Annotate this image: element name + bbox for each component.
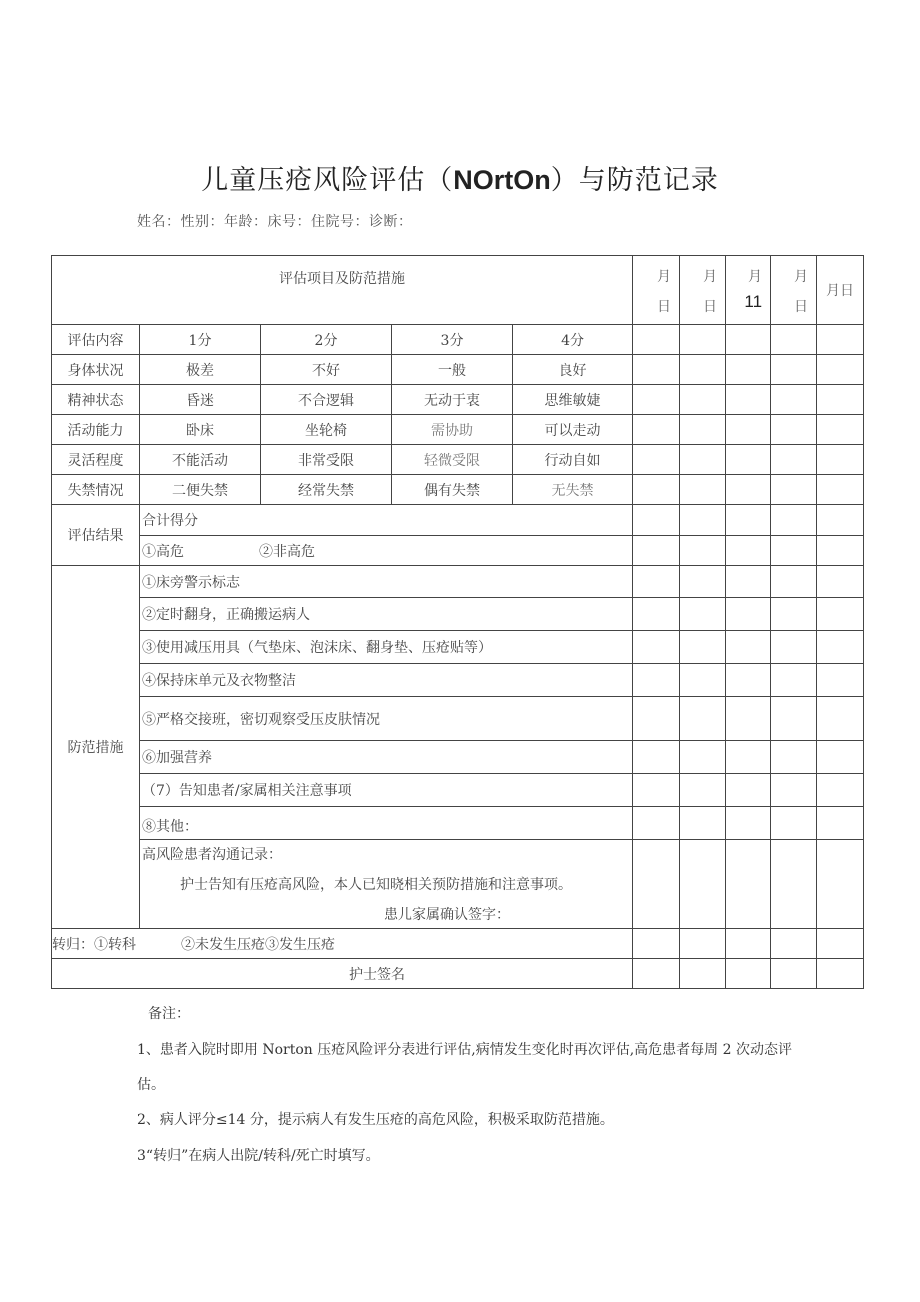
entry-cell[interactable] xyxy=(817,807,864,840)
result-risk-row xyxy=(52,536,864,566)
signature-cell[interactable] xyxy=(817,959,864,989)
entry-cell[interactable] xyxy=(726,445,771,475)
score-option: 经常失禁 xyxy=(261,475,392,505)
measure-item: ⑥加强营养 xyxy=(140,741,633,774)
entry-cell[interactable] xyxy=(726,385,771,415)
outcome-ulcer: ③发生压疮 xyxy=(265,936,335,953)
entry-cell[interactable] xyxy=(817,774,864,807)
entry-cell[interactable] xyxy=(633,445,680,475)
score-1-header: 1分 xyxy=(140,325,261,355)
score-option: 不好 xyxy=(261,355,392,385)
item-header xyxy=(52,256,633,325)
signature-cell[interactable] xyxy=(633,959,680,989)
entry-cell[interactable] xyxy=(817,697,864,741)
entry-cell[interactable] xyxy=(771,929,817,959)
measure-row xyxy=(52,697,864,741)
entry-cell[interactable] xyxy=(771,505,817,536)
entry-cell[interactable] xyxy=(726,325,771,355)
measure-item: ⑧其他： xyxy=(140,807,633,840)
measure-row xyxy=(52,774,864,807)
entry-cell[interactable] xyxy=(726,536,771,566)
score-option: 需协助 xyxy=(392,415,513,445)
entry-cell[interactable] xyxy=(726,774,771,807)
entry-cell[interactable] xyxy=(633,505,680,536)
total-score-label: 合计得分 xyxy=(140,505,633,536)
entry-cell[interactable] xyxy=(680,664,726,697)
entry-cell[interactable] xyxy=(680,536,726,566)
date-col-2[interactable]: 月 日 xyxy=(680,256,726,325)
measures-label: 防范措施 xyxy=(52,566,140,929)
entry-cell[interactable] xyxy=(726,929,771,959)
entry-cell[interactable] xyxy=(771,631,817,664)
measure-item: ④保持床单元及衣物整洁 xyxy=(140,664,633,697)
score-option: 偶有失禁 xyxy=(392,475,513,505)
note-1: 1、患者入院时即用 Norton 压疮风险评分表进行评估,病情发生变化时再次评估,高危患者每周 2 次动态评 xyxy=(137,1042,792,1058)
entry-cell[interactable] xyxy=(680,385,726,415)
entry-cell[interactable] xyxy=(726,475,771,505)
measure-item: ②定时翻身，正确搬运病人 xyxy=(140,598,633,631)
non-high-risk-option: ②非高危 xyxy=(259,543,315,560)
result-label: 评估结果 xyxy=(52,505,140,566)
outcome-row xyxy=(52,929,864,959)
entry-cell[interactable] xyxy=(817,475,864,505)
scoring-row-activity xyxy=(52,415,864,445)
date-col-5[interactable]: 月日 xyxy=(817,256,864,325)
entry-cell[interactable] xyxy=(771,664,817,697)
scoring-row-incontinence xyxy=(52,475,864,505)
family-signature-label: 患儿家属确认签字： xyxy=(384,907,510,923)
entry-cell[interactable] xyxy=(817,631,864,664)
score-option: 坐轮椅 xyxy=(261,415,392,445)
entry-cell[interactable] xyxy=(817,445,864,475)
entry-cell[interactable] xyxy=(771,325,817,355)
communication-statement: 护士告知有压疮高风险，本人已知晓相关预防措施和注意事项。 xyxy=(180,877,572,893)
nurse-signature-label: 护士签名 xyxy=(52,959,633,989)
outcome-no-ulcer: ②未发生压疮 xyxy=(181,936,265,953)
entry-cell[interactable] xyxy=(771,385,817,415)
norton-form-table xyxy=(51,255,864,989)
entry-cell[interactable] xyxy=(633,774,680,807)
entry-cell[interactable] xyxy=(633,598,680,631)
entry-cell[interactable] xyxy=(633,566,680,598)
score-2-header: 2分 xyxy=(261,325,392,355)
entry-cell[interactable] xyxy=(680,741,726,774)
entry-cell[interactable] xyxy=(633,697,680,741)
score-option: 良好 xyxy=(513,355,633,385)
score-option: 非常受限 xyxy=(261,445,392,475)
outcome-transfer: ①转科 xyxy=(94,936,136,953)
entry-cell[interactable] xyxy=(680,325,726,355)
entry-cell[interactable] xyxy=(680,631,726,664)
scoring-row-mobility xyxy=(52,445,864,475)
score-option: 二便失禁 xyxy=(140,475,261,505)
entry-cell[interactable] xyxy=(680,929,726,959)
entry-cell[interactable] xyxy=(726,697,771,741)
entry-cell[interactable] xyxy=(633,807,680,840)
signature-cell[interactable] xyxy=(726,959,771,989)
entry-cell[interactable] xyxy=(771,741,817,774)
note-1-continued: 估。 xyxy=(137,1077,165,1093)
entry-cell[interactable] xyxy=(633,415,680,445)
high-risk-option: ①高危 xyxy=(142,543,184,560)
entry-cell[interactable] xyxy=(771,840,817,929)
row-label: 活动能力 xyxy=(52,415,140,445)
score-option: 可以走动 xyxy=(513,415,633,445)
measure-row xyxy=(52,566,864,598)
entry-cell[interactable] xyxy=(771,566,817,598)
notes-heading: 备注： xyxy=(148,1006,190,1022)
entry-cell[interactable] xyxy=(771,445,817,475)
signature-cell[interactable] xyxy=(771,959,817,989)
entry-cell[interactable] xyxy=(726,631,771,664)
measure-item: ①床旁警示标志 xyxy=(140,566,633,598)
patient-info: 姓名：性别：年龄：床号：住院号：诊断： xyxy=(137,214,413,230)
score-option: 极差 xyxy=(140,355,261,385)
measure-row xyxy=(52,631,864,664)
entry-cell[interactable] xyxy=(817,355,864,385)
outcome-label: 转归： xyxy=(52,936,94,953)
outcome xyxy=(52,929,633,959)
header-row xyxy=(52,256,864,325)
assessment-content-label: 评估内容 xyxy=(52,325,140,355)
row-label: 精神状态 xyxy=(52,385,140,415)
measure-item: ③使用减压用具（气垫床、泡沫床、翻身垫、压疮贴等） xyxy=(140,631,633,664)
scoring-row-physical xyxy=(52,355,864,385)
entry-cell[interactable] xyxy=(680,355,726,385)
score-option: 无动于衷 xyxy=(392,385,513,415)
entry-cell[interactable] xyxy=(680,697,726,741)
entry-cell[interactable] xyxy=(680,598,726,631)
entry-cell[interactable] xyxy=(771,475,817,505)
entry-cell[interactable] xyxy=(726,664,771,697)
communication-heading: 高风险患者沟通记录： xyxy=(142,847,282,863)
note-3: 3“转归”在病人出院/转科/死亡时填写。 xyxy=(137,1148,380,1164)
entry-cell[interactable] xyxy=(726,355,771,385)
score-option: 一般 xyxy=(392,355,513,385)
entry-cell[interactable] xyxy=(633,325,680,355)
page-title: 儿童压疮风险评估（NOrtOn）与防范记录 xyxy=(201,165,719,196)
entry-cell[interactable] xyxy=(726,807,771,840)
entry-cell[interactable] xyxy=(817,741,864,774)
communication-record xyxy=(140,840,633,929)
date-col-1[interactable]: 月 日 xyxy=(633,256,680,325)
note-2: 2、病人评分≤14 分，提示病人有发生压疮的高危风险，积极采取防范措施。 xyxy=(137,1112,614,1128)
entry-cell[interactable] xyxy=(726,741,771,774)
row-label: 身体状况 xyxy=(52,355,140,385)
entry-cell[interactable] xyxy=(680,415,726,445)
measure-row xyxy=(52,598,864,631)
score-3-header: 3分 xyxy=(392,325,513,355)
entry-cell[interactable] xyxy=(633,631,680,664)
row-label: 灵活程度 xyxy=(52,445,140,475)
measure-item: ⑤严格交接班，密切观察受压皮肤情况 xyxy=(140,697,633,741)
score-option: 不能活动 xyxy=(140,445,261,475)
entry-cell[interactable] xyxy=(817,536,864,566)
entry-cell[interactable] xyxy=(680,840,726,929)
measure-row xyxy=(52,807,864,840)
entry-cell[interactable] xyxy=(633,385,680,415)
entry-cell[interactable] xyxy=(817,598,864,631)
entry-cell[interactable] xyxy=(817,840,864,929)
entry-cell[interactable] xyxy=(726,415,771,445)
entry-cell[interactable] xyxy=(680,505,726,536)
score-option: 卧床 xyxy=(140,415,261,445)
entry-cell[interactable] xyxy=(680,774,726,807)
date-col-4[interactable]: 月 日 xyxy=(771,256,817,325)
entry-cell[interactable] xyxy=(817,325,864,355)
entry-cell[interactable] xyxy=(726,505,771,536)
entry-cell[interactable] xyxy=(633,475,680,505)
entry-cell[interactable] xyxy=(633,741,680,774)
entry-cell[interactable] xyxy=(726,840,771,929)
nurse-signature-row xyxy=(52,959,864,989)
score-option: 思维敏婕 xyxy=(513,385,633,415)
entry-cell[interactable] xyxy=(680,566,726,598)
entry-cell[interactable] xyxy=(771,697,817,741)
entry-cell[interactable] xyxy=(680,475,726,505)
result-total-row xyxy=(52,505,864,536)
entry-cell[interactable] xyxy=(771,355,817,385)
score-option: 不合逻辑 xyxy=(261,385,392,415)
communication-row xyxy=(52,840,864,929)
score-option: 无失禁 xyxy=(513,475,633,505)
entry-cell[interactable] xyxy=(817,415,864,445)
entry-cell[interactable] xyxy=(680,807,726,840)
entry-cell[interactable] xyxy=(817,929,864,959)
measure-row xyxy=(52,741,864,774)
score-option: 行动自如 xyxy=(513,445,633,475)
entry-cell[interactable] xyxy=(771,807,817,840)
entry-cell[interactable] xyxy=(633,355,680,385)
entry-cell[interactable] xyxy=(817,664,864,697)
date-col-3[interactable]: 月 11 xyxy=(726,256,771,325)
entry-cell[interactable] xyxy=(817,505,864,536)
entry-cell[interactable] xyxy=(633,536,680,566)
entry-cell[interactable] xyxy=(680,445,726,475)
measure-item: （7）告知患者/家属相关注意事项 xyxy=(140,774,633,807)
row-label: 失禁情况 xyxy=(52,475,140,505)
entry-cell[interactable] xyxy=(771,415,817,445)
entry-cell[interactable] xyxy=(771,774,817,807)
entry-cell[interactable] xyxy=(633,929,680,959)
score-4-header: 4分 xyxy=(513,325,633,355)
item-header-label: 评估项目及防范措施 xyxy=(279,271,406,287)
entry-cell[interactable] xyxy=(817,385,864,415)
measure-row xyxy=(52,664,864,697)
entry-cell[interactable] xyxy=(726,598,771,631)
score-option: 昏迷 xyxy=(140,385,261,415)
entry-cell[interactable] xyxy=(771,598,817,631)
risk-options xyxy=(140,536,633,566)
scoring-row-mental xyxy=(52,385,864,415)
entry-cell[interactable] xyxy=(633,840,680,929)
entry-cell[interactable] xyxy=(726,566,771,598)
entry-cell[interactable] xyxy=(817,566,864,598)
signature-cell[interactable] xyxy=(680,959,726,989)
scoring-header-row xyxy=(52,325,864,355)
score-option: 轻微受限 xyxy=(392,445,513,475)
entry-cell[interactable] xyxy=(633,664,680,697)
entry-cell[interactable] xyxy=(771,536,817,566)
